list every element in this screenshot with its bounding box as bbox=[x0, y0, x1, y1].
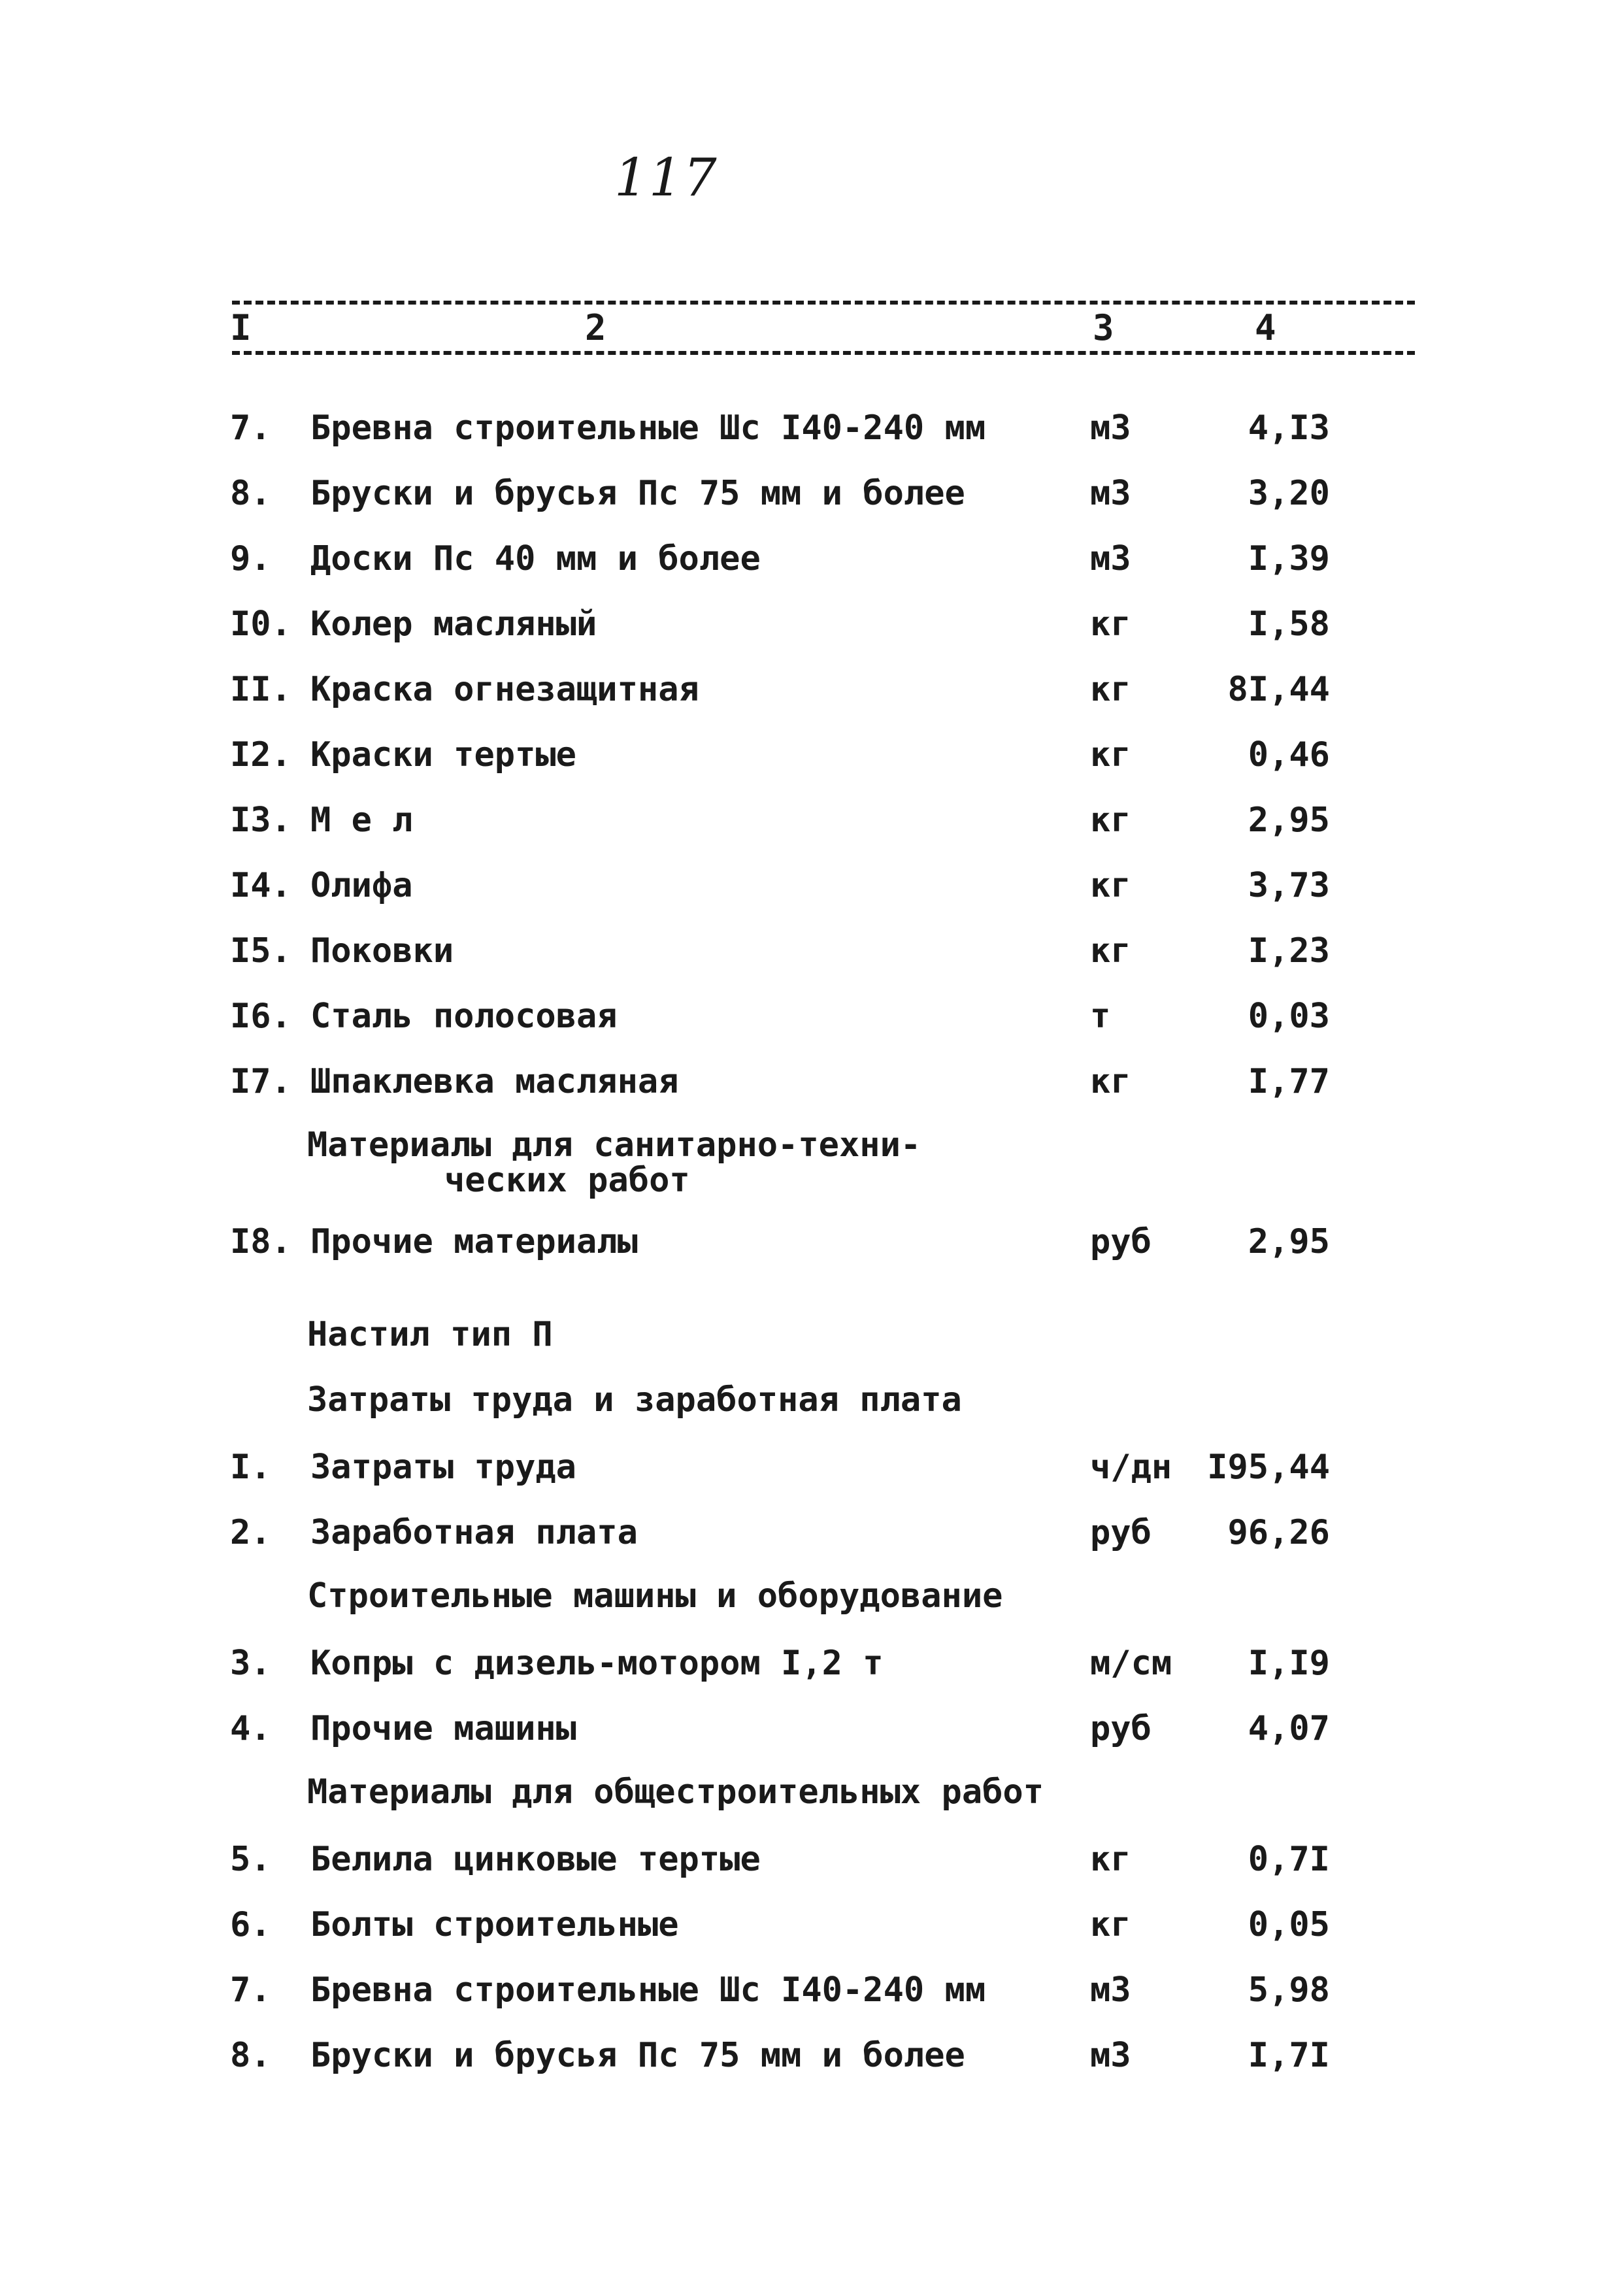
row-unit: кг bbox=[1090, 1840, 1131, 1879]
row-unit: кг bbox=[1090, 931, 1131, 971]
row-value: I,I9 bbox=[1248, 1644, 1330, 1683]
row-name: Сталь полосовая bbox=[310, 997, 618, 1036]
row-value: 96,26 bbox=[1227, 1513, 1330, 1552]
row-number: I3. bbox=[230, 801, 291, 840]
row-value: I95,44 bbox=[1207, 1448, 1330, 1487]
column-header-2: 2 bbox=[585, 307, 606, 348]
row-unit: м3 bbox=[1090, 408, 1131, 448]
row-value: 5,98 bbox=[1248, 1970, 1330, 2010]
row-unit: м3 bbox=[1090, 1970, 1131, 2010]
page-number: 117 bbox=[614, 147, 718, 208]
row-value: 0,46 bbox=[1248, 735, 1330, 774]
row-name: Поковки bbox=[310, 931, 454, 971]
row-name: Затраты труда bbox=[310, 1448, 576, 1487]
row-value: 2,95 bbox=[1248, 801, 1330, 840]
row-number: 8. bbox=[230, 2036, 271, 2075]
row-unit: кг bbox=[1090, 801, 1131, 840]
row-value: I,58 bbox=[1248, 605, 1330, 644]
row-number: II. bbox=[230, 670, 291, 709]
row-value: I,77 bbox=[1248, 1062, 1330, 1101]
row-name: Бруски и брусья Пс 75 мм и более bbox=[310, 474, 965, 513]
row-number: I. bbox=[230, 1448, 271, 1487]
row-name: Заработная плата bbox=[310, 1513, 638, 1552]
row-name: Краска огнезащитная bbox=[310, 670, 699, 709]
row-number: 3. bbox=[230, 1644, 271, 1683]
section-heading-line: Материалы для санитарно-техни- bbox=[307, 1125, 921, 1165]
row-value: 0,7I bbox=[1248, 1840, 1330, 1879]
section-heading-sanitary bbox=[307, 1127, 921, 1198]
section-heading-labor: Затраты труда и заработная плата bbox=[307, 1380, 962, 1420]
row-number: I2. bbox=[230, 735, 291, 774]
row-number: 7. bbox=[230, 1970, 271, 2010]
section-heading-general: Материалы для общестроительных работ bbox=[307, 1772, 1044, 1812]
row-number: 6. bbox=[230, 1905, 271, 1944]
section-heading-type2: Настил тип П bbox=[307, 1315, 553, 1354]
row-name: Бревна строительные Шс I40-240 мм bbox=[310, 408, 986, 448]
row-value: I,39 bbox=[1248, 539, 1330, 578]
row-value: 0,03 bbox=[1248, 997, 1330, 1036]
row-unit: кг bbox=[1090, 605, 1131, 644]
row-unit: ч/дн bbox=[1090, 1448, 1172, 1487]
column-header-3: 3 bbox=[1093, 307, 1114, 348]
row-name: Колер масляный bbox=[310, 605, 597, 644]
row-number: 8. bbox=[230, 474, 271, 513]
row-unit: кг bbox=[1090, 670, 1131, 709]
row-number: 9. bbox=[230, 539, 271, 578]
row-unit: м/см bbox=[1090, 1644, 1172, 1683]
row-number: I5. bbox=[230, 931, 291, 971]
row-value: 8I,44 bbox=[1227, 670, 1330, 709]
row-value: 2,95 bbox=[1248, 1222, 1330, 1261]
row-value: I,23 bbox=[1248, 931, 1330, 971]
row-name: Белила цинковые тертые bbox=[310, 1840, 761, 1879]
row-value: 3,73 bbox=[1248, 866, 1330, 905]
section-heading-line: ческих работ bbox=[444, 1161, 690, 1200]
column-header-4: 4 bbox=[1255, 307, 1276, 348]
row-unit: кг bbox=[1090, 1062, 1131, 1101]
row-name: Прочие материалы bbox=[310, 1222, 638, 1261]
row-number: I8. bbox=[230, 1222, 291, 1261]
row-number: 4. bbox=[230, 1709, 271, 1748]
row-number: I4. bbox=[230, 866, 291, 905]
row-value: 0,05 bbox=[1248, 1905, 1330, 1944]
row-number: 5. bbox=[230, 1840, 271, 1879]
row-unit: м3 bbox=[1090, 2036, 1131, 2075]
row-name: Бруски и брусья Пс 75 мм и более bbox=[310, 2036, 965, 2075]
row-name: Доски Пс 40 мм и более bbox=[310, 539, 761, 578]
row-name: Олифа bbox=[310, 866, 413, 905]
row-unit: м3 bbox=[1090, 474, 1131, 513]
row-name: Бревна строительные Шс I40-240 мм bbox=[310, 1970, 986, 2010]
row-number: 2. bbox=[230, 1513, 271, 1552]
row-unit: кг bbox=[1090, 735, 1131, 774]
row-name: М е л bbox=[310, 801, 413, 840]
row-name: Краски тертые bbox=[310, 735, 576, 774]
row-name: Шпаклевка масляная bbox=[310, 1062, 679, 1101]
row-unit: руб bbox=[1090, 1222, 1152, 1261]
row-value: 4,07 bbox=[1248, 1709, 1330, 1748]
row-value: I,7I bbox=[1248, 2036, 1330, 2075]
row-number: I6. bbox=[230, 997, 291, 1036]
section-heading-machines: Строительные машины и оборудование bbox=[307, 1576, 1003, 1616]
row-unit: т bbox=[1090, 997, 1111, 1036]
row-name: Болты строительные bbox=[310, 1905, 679, 1944]
row-name: Копры с дизель-мотором I,2 т bbox=[310, 1644, 884, 1683]
row-number: I7. bbox=[230, 1062, 291, 1101]
row-unit: кг bbox=[1090, 866, 1131, 905]
row-value: 4,I3 bbox=[1248, 408, 1330, 448]
row-number: I0. bbox=[230, 605, 291, 644]
row-number: 7. bbox=[230, 408, 271, 448]
row-name: Прочие машины bbox=[310, 1709, 576, 1748]
row-value: 3,20 bbox=[1248, 474, 1330, 513]
row-unit: кг bbox=[1090, 1905, 1131, 1944]
column-header-1: I bbox=[230, 307, 252, 348]
row-unit: руб bbox=[1090, 1513, 1152, 1552]
row-unit: руб bbox=[1090, 1709, 1152, 1748]
row-unit: м3 bbox=[1090, 539, 1131, 578]
